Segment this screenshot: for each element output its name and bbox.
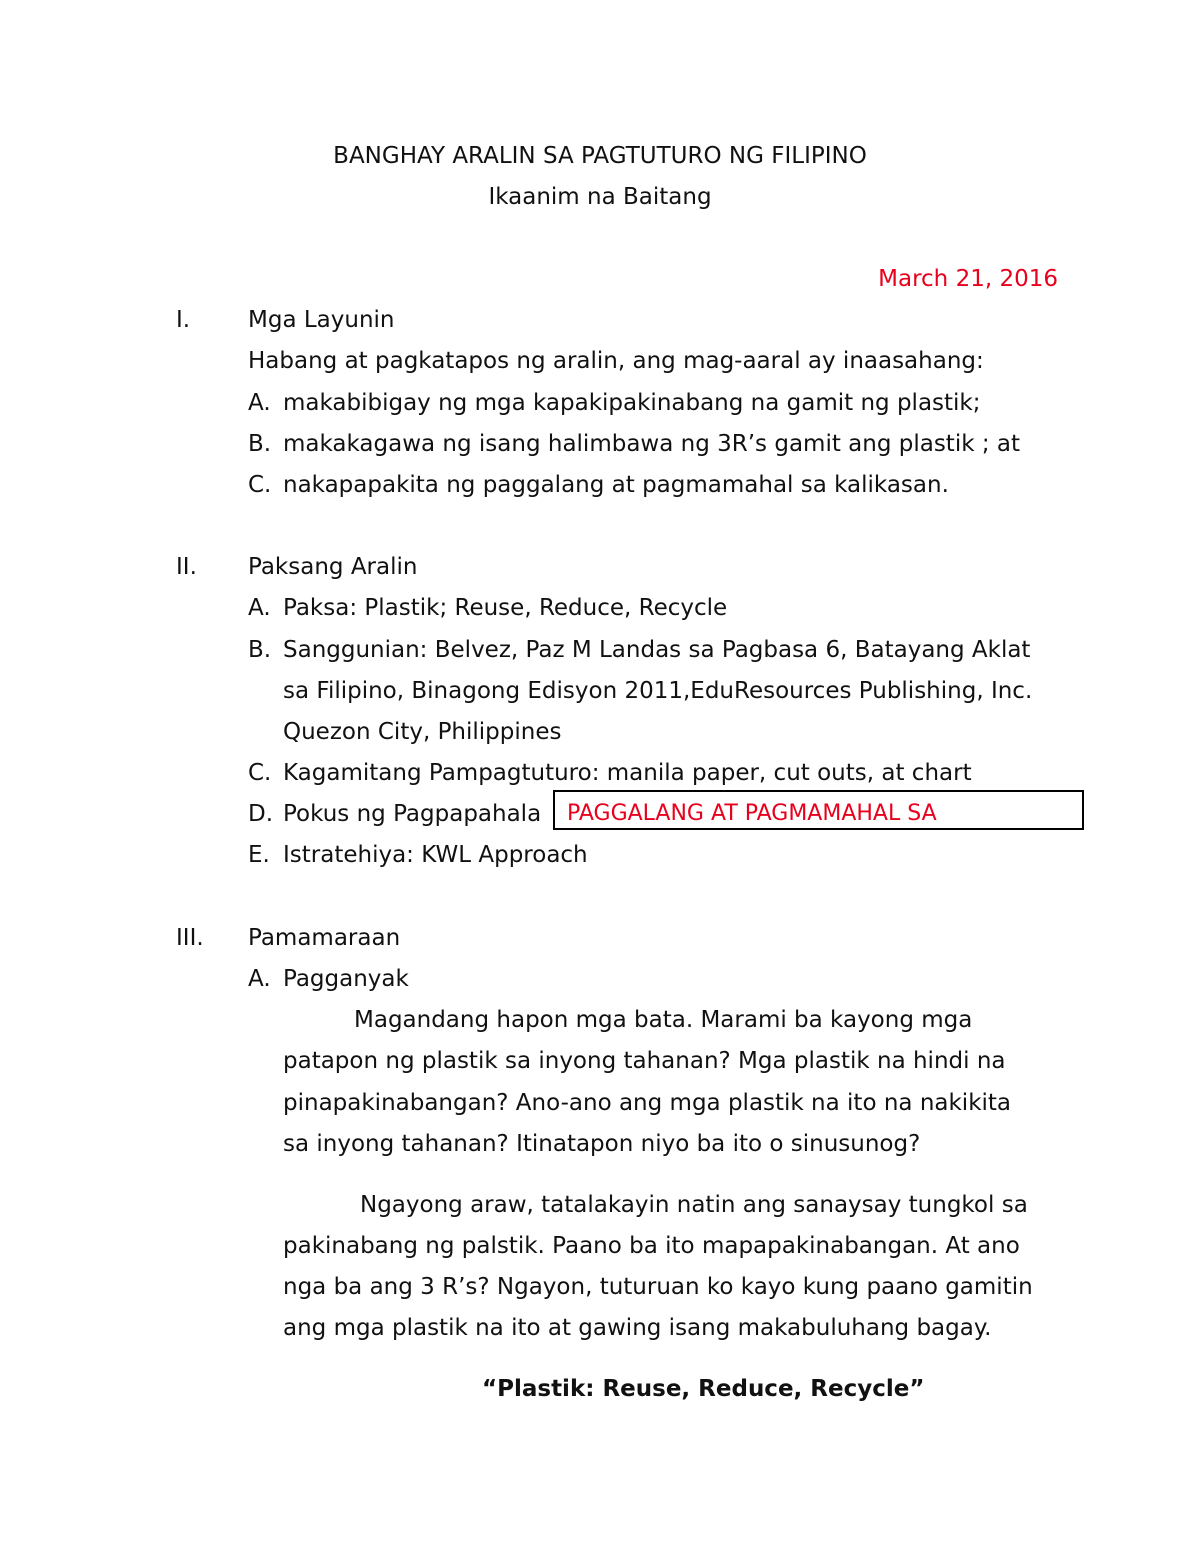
- objective-item: makabibigay ng mga kapakipakinabang na gamit ng plastik;: [283, 390, 981, 416]
- subsection-heading: Pagganyak: [283, 966, 409, 992]
- paragraph-line: nga ba ang 3 R’s? Ngayon, tuturuan ko kayo kung paano gamitin: [283, 1274, 1033, 1300]
- paragraph-line: Ngayong araw, tatalakayin natin ang sanaysay tungkol sa: [360, 1192, 1028, 1218]
- list-marker: D.: [248, 801, 274, 827]
- objective-item: makakagawa ng isang halimbawa ng 3R’s gamit ang plastik ; at: [283, 431, 1021, 457]
- lesson-quote: “Plastik: Reuse, Reduce, Recycle”: [482, 1376, 925, 1402]
- list-marker: B.: [248, 637, 272, 663]
- reference-line: Sanggunian: Belvez, Paz M Landas sa Pagbasa 6, Batayang Aklat: [283, 637, 1031, 663]
- values-text-box: [553, 790, 1084, 830]
- paragraph-line: sa inyong tahanan? Itinatapon niyo ba ito o sinusunog?: [283, 1131, 921, 1157]
- list-marker: A.: [248, 595, 271, 621]
- section-numeral: I.: [176, 307, 191, 333]
- reference-line: Quezon City, Philippines: [283, 719, 562, 745]
- paragraph-line: patapon ng plastik sa inyong tahanan? Mga plastik na hindi na: [283, 1048, 1006, 1074]
- section-heading: Pamamaraan: [248, 925, 401, 951]
- topic-item: Paksa: Plastik; Reuse, Reduce, Recycle: [283, 595, 728, 621]
- focus-item: Pokus ng Pagpapahala: [283, 801, 542, 827]
- section-numeral: III.: [176, 925, 204, 951]
- materials-item: Kagamitang Pampagtuturo: manila paper, cut outs, at chart: [283, 760, 972, 786]
- document-title: BANGHAY ARALIN SA PAGTUTURO NG FILIPINO: [333, 143, 867, 169]
- values-text: PAGGALANG AT PAGMAMAHAL SA: [567, 801, 937, 826]
- section-heading: Paksang Aralin: [248, 554, 418, 580]
- objectives-intro: Habang at pagkatapos ng aralin, ang mag-aaral ay inaasahang:: [248, 348, 984, 374]
- document-subtitle: Ikaanim na Baitang: [488, 184, 712, 210]
- paragraph-line: Magandang hapon mga bata. Marami ba kayong mga: [354, 1007, 973, 1033]
- objective-item: nakapapakita ng paggalang at pagmamahal sa kalikasan.: [283, 472, 949, 498]
- section-heading: Mga Layunin: [248, 307, 395, 333]
- list-marker: B.: [248, 431, 272, 457]
- list-marker: C.: [248, 760, 272, 786]
- reference-line: sa Filipino, Binagong Edisyon 2011,EduResources Publishing, Inc.: [283, 678, 1033, 704]
- paragraph-line: pinapakinabangan? Ano-ano ang mga plastik na ito na nakikita: [283, 1090, 1012, 1116]
- section-numeral: II.: [176, 554, 197, 580]
- list-marker: A.: [248, 390, 271, 416]
- paragraph-line: pakinabang ng palstik. Paano ba ito mapapakinabangan. At ano: [283, 1233, 1020, 1259]
- list-marker: C.: [248, 472, 272, 498]
- document-date: March 21, 2016: [878, 266, 1058, 292]
- list-marker: A.: [248, 966, 271, 992]
- paragraph-line: ang mga plastik na ito at gawing isang makabuluhang bagay.: [283, 1315, 992, 1341]
- list-marker: E.: [248, 842, 270, 868]
- strategy-item: Istratehiya: KWL Approach: [283, 842, 588, 868]
